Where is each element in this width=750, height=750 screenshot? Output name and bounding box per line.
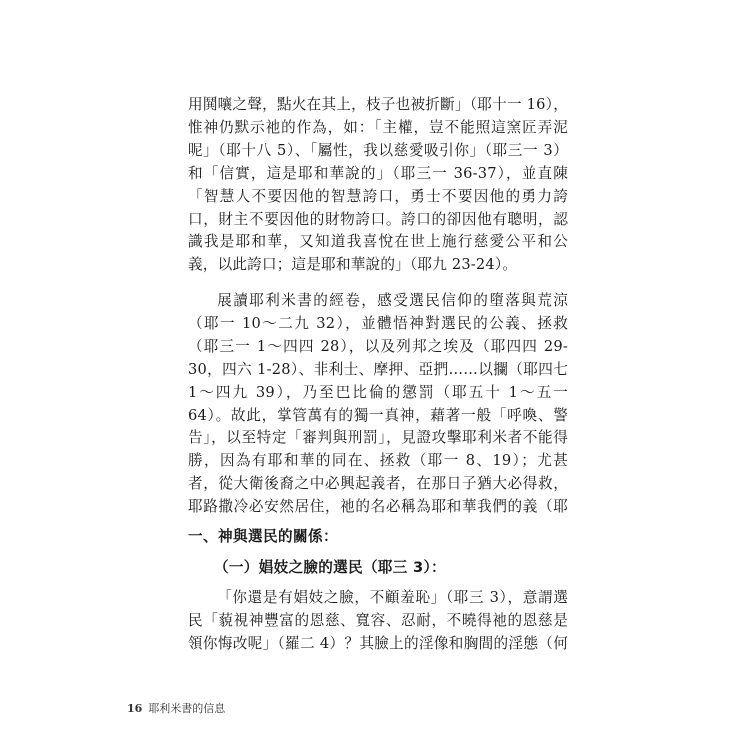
paragraph-2: 展讀耶利米書的經卷，感受選民信仰的墮落與荒涼（耶一 10～二九 32），並體悟神對選民的公義、拯救（耶三一 1～四四 28），以及列邦之埃及（耶四四 29-30，四六 1-28）、非利士、摩押、亞捫……以攔（耶四七 1～四九 39），乃至巴比倫的懲罰（耶五十 1～五一 64）。故此，掌管萬有的獨一真神，藉著一般「呼喚、警告」，以至特定「審判與刑罰」，見證攻擊耶利米者不能得勝，因為有耶和華的同在、拯救（耶一 8、19）；尤甚者，從大衛後裔之中必興起義者，在那日子猶大必得救，耶路撒冷必安然居住，祂的名必稱為耶和華我們的義（耶 [188, 292, 568, 516]
paragraph-3: 「你還是有娼妓之臉，不顧羞恥」（耶三 3），意謂選民「藐視神豐富的恩慈、寬容、忍耐，不曉得祂的恩慈是領你悔改呢」（羅二 4）？其臉上的淫像和胸間的淫態（何 [188, 589, 568, 652]
section-heading: 一、神與選民的關係： [188, 528, 338, 545]
paragraph-1: 用鬨嚷之聲，點火在其上，枝子也被折斷」（耶十一 16），惟神仍默示祂的作為，如：「主權，豈不能照這窯匠弄泥呢」（耶十八 5）、「屬性，我以慈愛吸引你」（耶三一 3）和「信實，這是耶和華說的」（耶三一 36-37），並直陳「智慧人不要因他的智慧誇口，勇士不要因他的勇力誇口，財主不要因他的財物誇口。誇口的卻因他有聰明，認識我是耶和華，又知道我喜悅在世上施行慈愛公平和公義，以此誇口；這是耶和華說的」（耶九 23-24）。 [188, 96, 568, 274]
running-title: 耶利米書的信息 [148, 702, 226, 715]
subsection-heading: （一）娼妓之臉的選民（耶三 3）： [214, 559, 446, 576]
page-footer [127, 702, 225, 716]
page-number: 16 [127, 702, 143, 715]
